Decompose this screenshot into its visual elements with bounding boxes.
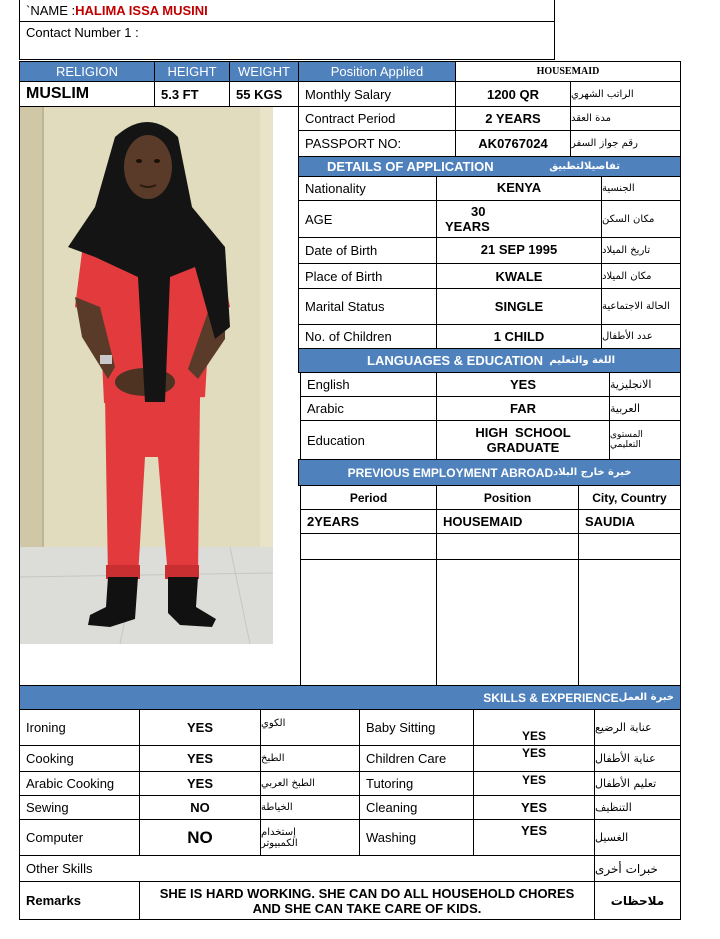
children-arabic: عدد الأطفال [601, 324, 681, 349]
arabic-value: FAR [436, 396, 610, 421]
marital-label: Marital Status [298, 288, 437, 325]
skill-cleaning-arabic: التنظيف [594, 795, 681, 820]
details-title-ar: تفاصيلالتطبيق [549, 161, 620, 172]
details-title-bar [298, 156, 681, 177]
employment-empty-1b [436, 533, 579, 560]
education-arabic [609, 420, 681, 460]
education-value [436, 420, 610, 460]
skill-childcare-label: Children Care [359, 745, 474, 772]
languages-title-ar: اللغة والتعليم [549, 355, 615, 366]
education-line2: GRADUATE [486, 440, 560, 455]
contact-row [19, 21, 555, 60]
age-label: AGE [298, 200, 437, 238]
other-skills-label: Other Skills [19, 855, 595, 882]
skill-computer-ar-line2: الكمبيوتر [261, 837, 298, 849]
passport-arabic: رقم جواز السفر [570, 130, 681, 157]
applicant-photo [20, 107, 273, 644]
employment-empty-2a [300, 559, 437, 686]
education-ar-line2: التعليمي [610, 440, 641, 450]
skill-babysitting-value: YES [473, 709, 595, 746]
salary-arabic: الراتب الشهري [570, 81, 681, 107]
skill-tutoring-label: Tutoring [359, 771, 474, 796]
marital-value: SINGLE [436, 288, 602, 325]
skill-arabic-cooking-label: Arabic Cooking [19, 771, 140, 796]
skill-cleaning-label: Cleaning [359, 795, 474, 820]
education-label: Education [300, 420, 437, 460]
dob-arabic: تاريخ الميلاد [601, 237, 681, 264]
position-header: Position Applied [298, 61, 456, 82]
skill-washing-value: YES [473, 819, 595, 856]
employment-empty-2c [578, 559, 681, 686]
employment-header-period: Period [300, 485, 437, 510]
skill-computer-arabic [260, 819, 360, 856]
skill-childcare-arabic: عناية الأطفال [594, 745, 681, 772]
skill-cleaning-value: YES [473, 795, 595, 820]
remarks-line2: AND SHE CAN TAKE CARE OF KIDS. [252, 900, 482, 916]
english-value: YES [436, 372, 610, 397]
skill-babysitting-arabic: عناية الرضيع [594, 709, 681, 746]
nationality-arabic: الجنسية [601, 176, 681, 201]
employment-empty-1c [578, 533, 681, 560]
skill-computer-value: NO [139, 819, 261, 856]
remarks-line1: SHE IS HARD WORKING. SHE CAN DO ALL HOUSEHOLD CHORES [159, 885, 575, 901]
education-ar-line1: المستوى [610, 430, 643, 440]
contract-value: 2 YEARS [455, 106, 571, 131]
children-value: 1 CHILD [436, 324, 602, 349]
skill-arabic-cooking-arabic: الطبخ العربي [260, 771, 360, 796]
weight-header: WEIGHT [229, 61, 299, 82]
employment-header-position: Position [436, 485, 579, 510]
skill-sewing-arabic: الخياطة [260, 795, 360, 820]
skill-washing-label: Washing [359, 819, 474, 856]
arabic-label: Arabic [300, 396, 437, 421]
pob-arabic: مكان الميلاد [601, 263, 681, 289]
skill-sewing-label: Sewing [19, 795, 140, 820]
employment-title: PREVIOUS EMPLOYMENT ABROAD [347, 465, 554, 480]
arabic-arabic: العربية [609, 396, 681, 421]
skill-cooking-value: YES [139, 745, 261, 772]
age-unit: YEARS [445, 219, 490, 234]
skills-title-bar [19, 685, 681, 710]
details-title: DETAILS OF APPLICATION [327, 159, 494, 174]
employment-empty-1a [300, 533, 437, 560]
remarks-arabic: ملاحظات [594, 881, 681, 920]
languages-title: LANGUAGES & EDUCATION [367, 353, 543, 368]
height-value: 5.3 FT [154, 81, 230, 107]
languages-title-bar [298, 348, 681, 373]
employment-row-city: SAUDIA [578, 509, 681, 534]
skill-ironing-label: Ironing [19, 709, 140, 746]
age-arabic: مكان السكن [601, 200, 681, 238]
nationality-label: Nationality [298, 176, 437, 201]
passport-value: AK0767024 [455, 130, 571, 157]
skill-computer-label: Computer [19, 819, 140, 856]
skill-tutoring-arabic: تعليم الأطفال [594, 771, 681, 796]
employment-empty-2b [436, 559, 579, 686]
height-header: HEIGHT [154, 61, 230, 82]
dob-label: Date of Birth [298, 237, 437, 264]
skill-cooking-arabic: الطبخ [260, 745, 360, 772]
pob-label: Place of Birth [298, 263, 437, 289]
salary-label: Monthly Salary [298, 81, 456, 107]
skill-cooking-label: Cooking [19, 745, 140, 772]
skill-sewing-value: NO [139, 795, 261, 820]
dob-value: 21 SEP 1995 [436, 237, 602, 264]
employment-row-period: 2YEARS [300, 509, 437, 534]
employment-title-ar: خبرة خارج البلاد [553, 467, 632, 478]
education-line1: HIGH SCHOOL [475, 425, 571, 440]
skills-title: SKILLS & EXPERIENCE [483, 690, 619, 705]
applicant-name: HALIMA ISSA MUSINI [75, 3, 208, 18]
name-row [19, 0, 555, 22]
contract-arabic: مدة العقد [570, 106, 681, 131]
pob-value: KWALE [436, 263, 602, 289]
skill-computer-ar-line1: إستخدام [261, 826, 296, 838]
skill-ironing-arabic: الكوي [260, 709, 360, 746]
passport-label: PASSPORT NO: [298, 130, 456, 157]
skill-childcare-value: YES [473, 745, 595, 772]
remarks-value [139, 881, 595, 920]
position-value: HOUSEMAID [455, 61, 681, 82]
contract-label: Contract Period [298, 106, 456, 131]
employment-title-bar [298, 459, 681, 486]
skill-tutoring-value: YES [473, 771, 595, 796]
nationality-value: KENYA [436, 176, 602, 201]
remarks-label: Remarks [19, 881, 140, 920]
employment-header-city: City, Country [578, 485, 681, 510]
religion-value: MUSLIM [19, 81, 155, 107]
other-skills-arabic: خبرات أخرى [594, 855, 681, 882]
english-label: English [300, 372, 437, 397]
skill-babysitting-label: Baby Sitting [359, 709, 474, 746]
marital-arabic: الحالة الاجتماعية [601, 288, 681, 325]
age-value [436, 200, 602, 238]
skill-arabic-cooking-value: YES [139, 771, 261, 796]
children-label: No. of Children [298, 324, 437, 349]
age-number: 30 [471, 204, 486, 219]
skills-title-ar: خبرة العمل [618, 692, 674, 703]
weight-value: 55 KGS [229, 81, 299, 107]
religion-header: RELIGION [19, 61, 155, 82]
employment-row-position: HOUSEMAID [436, 509, 579, 534]
skill-ironing-value: YES [139, 709, 261, 746]
salary-value: 1200 QR [455, 81, 571, 107]
english-arabic: الانجليزية [609, 372, 681, 397]
name-label: `NAME : [26, 3, 76, 18]
skill-washing-arabic: الغسيل [594, 819, 681, 856]
contact-label: Contact Number 1 : [26, 25, 139, 40]
